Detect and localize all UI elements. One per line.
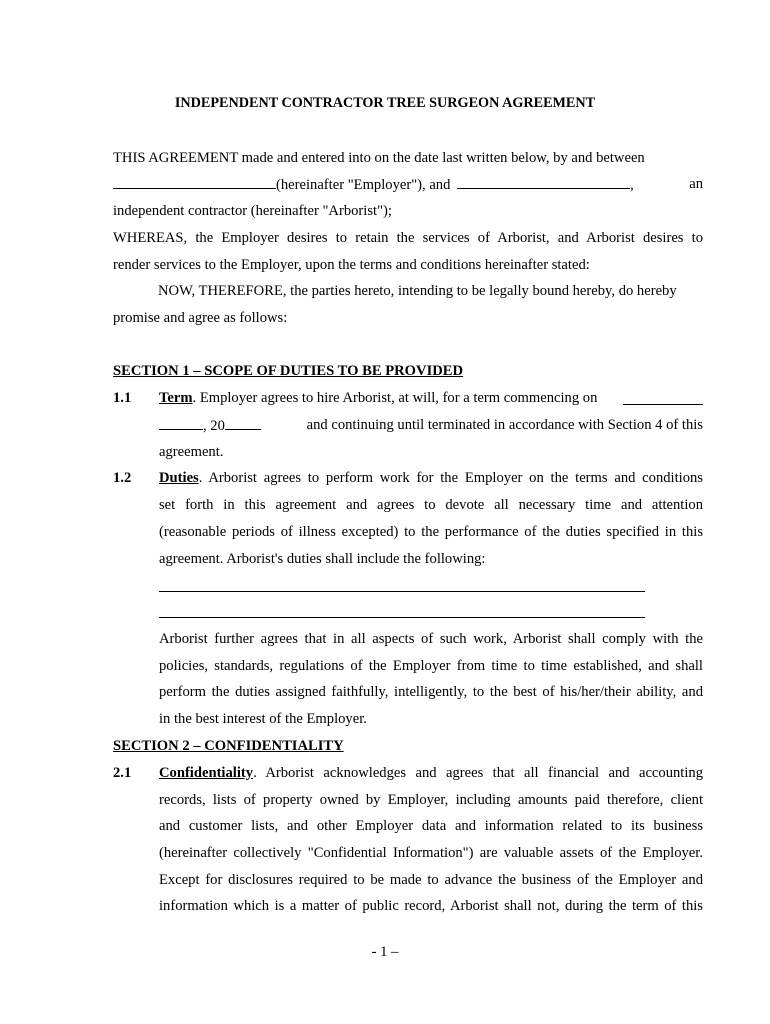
clause-2-1-line-4: (hereinafter collectively "Confidential Information") are valuable assets of the Employer. — [159, 845, 703, 861]
term-year-blank[interactable] — [225, 416, 261, 430]
clause-1-1-text: . Employer agrees to hire Arborist, at will, for a term commencing on — [192, 390, 598, 406]
clause-1-2-line-4: agreement. Arborist's duties shall include the following: — [159, 551, 486, 567]
clause-1-1-line-2 — [159, 416, 703, 435]
arborist-name-blank[interactable] — [457, 175, 630, 189]
term-year-prefix: , 20 — [203, 418, 225, 434]
section-1-heading: SECTION 1 – SCOPE OF DUTIES TO BE PROVIDED — [113, 363, 464, 379]
clause-2-1-title: Confidentiality — [159, 765, 254, 781]
intro-line-2 — [113, 175, 703, 194]
clause-1-1-text-2: and continuing until terminated in accordance with Section 4 of this — [306, 417, 703, 433]
employer-name-blank[interactable] — [113, 175, 276, 189]
further-line-2: policies, standards, regulations of the Employer from time to time established, and shall — [159, 658, 703, 674]
clause-2-1-line-2: records, lists of property owned by Employer, including amounts paid therefore, client — [159, 792, 703, 808]
intro-line-1: THIS AGREEMENT made and entered into on the date last written below, by and between — [113, 150, 645, 166]
term-date-blank[interactable] — [159, 416, 203, 430]
clause-1-1-title: Term — [159, 390, 193, 406]
clause-1-2-title: Duties — [159, 470, 199, 486]
clause-2-1-line-6: information which is a matter of public record, Arborist shall not, during the term of this — [159, 898, 703, 914]
term-start-blank[interactable] — [623, 391, 703, 405]
further-line-1: Arborist further agrees that in all aspects of such work, Arborist shall comply with the — [159, 631, 703, 647]
whereas-line-1: WHEREAS, the Employer desires to retain the services of Arborist, and Arborist desires to — [113, 230, 703, 246]
duties-blank-line-2[interactable] — [159, 617, 645, 618]
further-line-4: in the best interest of the Employer. — [159, 711, 367, 727]
clause-2-1-line-1 — [159, 764, 703, 782]
now-therefore-line-1: NOW, THEREFORE, the parties hereto, intending to be legally bound hereby, do hereby — [158, 283, 677, 299]
page-number: - 1 – — [371, 944, 399, 960]
clause-2-1-line-5: Except for disclosures required to be made to advance the business of the Employer and — [159, 872, 703, 888]
clause-1-1-number: 1.1 — [113, 390, 132, 406]
further-line-3: perform the duties assigned faithfully, intelligently, to the best of his/her/their ability, and — [159, 684, 703, 700]
whereas-line-2: render services to the Employer, upon the terms and conditions hereinafter stated: — [113, 257, 590, 273]
duties-blank-line-1[interactable] — [159, 591, 645, 592]
intro-employer-label: (hereinafter "Employer"), and — [276, 177, 451, 193]
section-2-heading: SECTION 2 – CONFIDENTIALITY — [113, 738, 344, 754]
intro-comma: , — [630, 177, 634, 193]
clause-1-2-number: 1.2 — [113, 470, 132, 486]
clause-2-1-line-3: and customer lists, and other Employer data and information related to its business — [159, 818, 703, 834]
clause-1-2-line-3: (reasonable periods of illness excepted) to the performance of the duties specified in this — [159, 524, 703, 540]
clause-2-1-text: . Arborist acknowledges and agrees that all financial and accounting — [253, 765, 703, 781]
clause-1-1-line-1 — [159, 389, 703, 407]
intro-an: an — [689, 176, 703, 192]
document-title: INDEPENDENT CONTRACTOR TREE SURGEON AGREEMENT — [174, 95, 596, 111]
now-therefore-line-2: promise and agree as follows: — [113, 310, 288, 326]
clause-1-2-line-2: set forth in this agreement and agrees to devote all necessary time and attention — [159, 497, 703, 513]
clause-1-2-line-1 — [159, 469, 703, 487]
intro-line-3: independent contractor (hereinafter "Arborist"); — [113, 203, 392, 219]
clause-1-2-text: . Arborist agrees to perform work for the Employer on the terms and conditions — [198, 470, 703, 486]
clause-1-1-line-3: agreement. — [159, 444, 224, 460]
clause-2-1-number: 2.1 — [113, 765, 132, 781]
